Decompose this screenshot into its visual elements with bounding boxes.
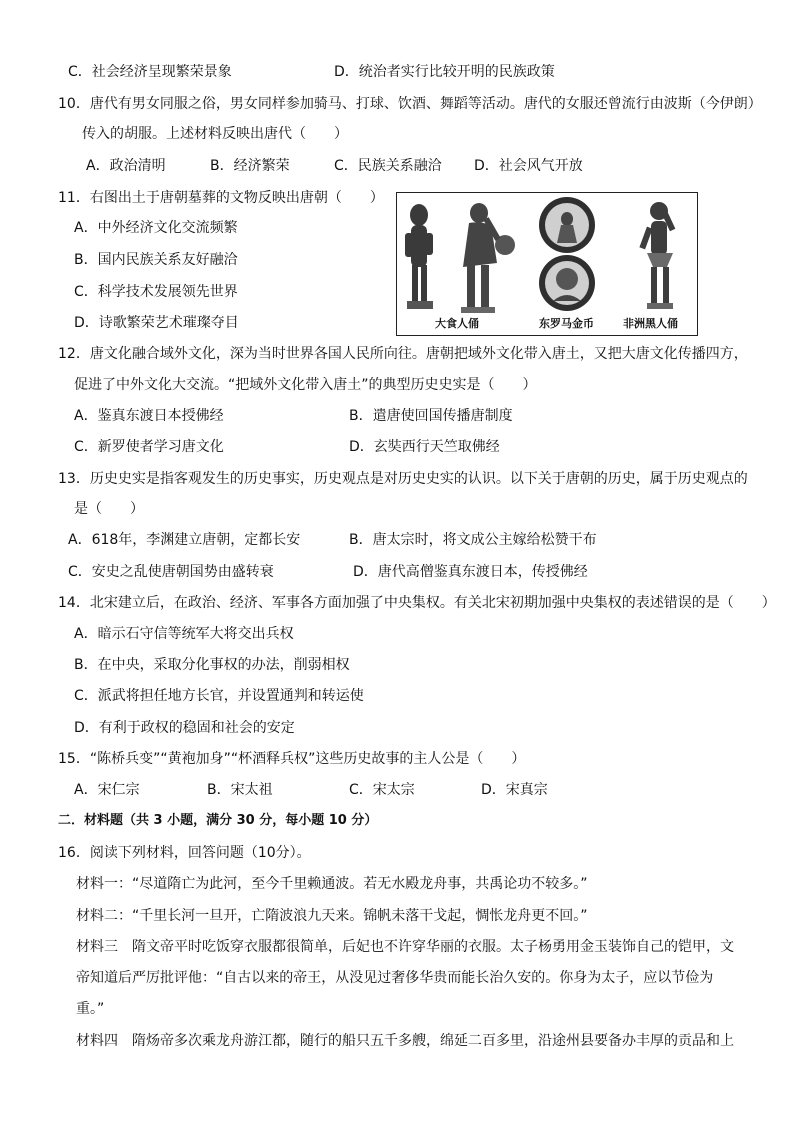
q16-stem: 16．阅读下列材料，回答问题（10分）。 — [58, 845, 311, 861]
q16-material-2: 材料二：“千里长河一旦开，亡隋波浪九天来。锦帆未落干戈起，惆怅龙舟更不回。” — [76, 908, 588, 924]
q14-option-b: B．在中央，采取分化事权的办法，削弱相权 — [74, 657, 350, 673]
q12-stem-line-2: 促进了中外文化大交流。“把域外文化带入唐土”的典型历史史实是（ ） — [74, 377, 537, 393]
q11-artifact-figure — [396, 192, 698, 336]
q10-stem-line-1: 10．唐代有男女同服之俗，男女同样参加骑马、打球、饮酒、舞蹈等活动。唐代的女服还曾流行由波斯（今伊朗） — [58, 96, 762, 112]
q11-option-b: B．国内民族关系友好融洽 — [74, 252, 238, 268]
african-figurine-icon — [639, 202, 675, 309]
arab-figurine-2-icon — [461, 203, 515, 313]
q13-stem-line-1: 13．历史史实是指客观发生的历史事实，历史观点是对历史史实的认识。以下关于唐朝的历史，属于历史观点的 — [58, 471, 748, 487]
caption-arab-figurine: 大食人俑 — [435, 317, 479, 330]
q15-option-a: A．宋仁宗 — [74, 782, 140, 798]
q15-stem: 15．“陈桥兵变”“黄袍加身”“杯酒释兵权”这些历史故事的主人公是（ ） — [58, 751, 526, 767]
q13-option-b: B．唐太宗时，将文成公主嫁给松赞干布 — [349, 532, 597, 548]
q12-stem-line-1: 12．唐文化融合域外文化，深为当时世界各国人民所向往。唐朝把域外文化带入唐土，又把大唐文化传播四方， — [58, 346, 748, 362]
q13-stem-line-2: 是（ ） — [74, 501, 144, 517]
q10-option-d: D．社会风气开放 — [474, 158, 583, 174]
q11-option-a: A．中外经济文化交流频繁 — [74, 220, 238, 236]
byzantine-gold-coin-bottom-icon — [539, 255, 595, 311]
q16-material-3-line-2: 帝知道后严厉批评他：“自古以来的帝王，从没见过奢侈华贵而能长治久安的。你身为太子，应以节俭为 — [76, 970, 714, 986]
q16-material-3-line-1: 材料三 隋文帝平时吃饭穿衣服都很简单，后妃也不许穿华丽的衣服。太子杨勇用金玉装饰自己的铠甲，文 — [76, 939, 734, 955]
q10-option-a: A．政治清明 — [86, 158, 166, 174]
q16-material-4-line-1: 材料四 隋炀帝多次乘龙舟游江都，随行的船只五千多艘，绵延二百多里，沿途州县要备办丰厚的贡品和上 — [76, 1033, 734, 1049]
q12-option-c: C．新罗使者学习唐文化 — [74, 439, 224, 455]
q12-option-b: B．遣唐使回国传播唐制度 — [349, 408, 513, 424]
q11-option-c: C．科学技术发展领先世界 — [74, 284, 238, 300]
q9-option-d: D．统治者实行比较开明的民族政策 — [334, 64, 555, 80]
section-2-title: 二．材料题（共 3 小题，满分 30 分，每小题 10 分） — [58, 813, 378, 828]
q15-option-c: C．宋太宗 — [349, 782, 415, 798]
q14-option-c: C．派武将担任地方长官，并设置通判和转运使 — [74, 688, 364, 704]
q15-option-b: B．宋太祖 — [207, 782, 273, 798]
q13-option-a: A．618年，李渊建立唐朝，定都长安 — [68, 532, 301, 548]
caption-african-figurine: 非洲黑人俑 — [623, 317, 678, 330]
arab-figurine-icon — [405, 204, 433, 309]
q13-option-d: D．唐代高僧鉴真东渡日本，传授佛经 — [353, 564, 588, 580]
q14-option-a: A．暗示石守信等统军大将交出兵权 — [74, 626, 294, 642]
q10-option-b: B．经济繁荣 — [210, 158, 290, 174]
q14-stem: 14．北宋建立后，在政治、经济、军事各方面加强了中央集权。有关北宋初期加强中央集权的表述错误的是（ ） — [58, 595, 776, 611]
q10-option-c: C．民族关系融洽 — [334, 158, 442, 174]
byzantine-gold-coin-top-icon — [539, 197, 595, 253]
q11-stem: 11．右图出土于唐朝墓葬的文物反映出唐朝（ ） — [58, 190, 384, 206]
q15-option-d: D．宋真宗 — [481, 782, 548, 798]
caption-byzantine-coin: 东罗马金币 — [539, 317, 594, 330]
q16-material-3-line-3: 重。” — [76, 1001, 105, 1017]
q14-option-d: D．有利于政权的稳固和社会的安定 — [74, 720, 295, 736]
q12-option-d: D．玄奘西行天竺取佛经 — [349, 439, 500, 455]
q10-stem-line-2: 传入的胡服。上述材料反映出唐代（ ） — [82, 126, 348, 142]
q11-option-d: D．诗歌繁荣艺术璀璨夺目 — [74, 315, 239, 331]
q9-option-c: C．社会经济呈现繁荣景象 — [68, 64, 232, 80]
artifact-illustration — [397, 193, 697, 335]
q12-option-a: A．鉴真东渡日本授佛经 — [74, 408, 224, 424]
q16-material-1: 材料一：“尽道隋亡为此河，至今千里赖通波。若无水殿龙舟事，共禹论功不较多。” — [76, 876, 588, 892]
q13-option-c: C．安史之乱使唐朝国势由盛转衰 — [68, 564, 274, 580]
